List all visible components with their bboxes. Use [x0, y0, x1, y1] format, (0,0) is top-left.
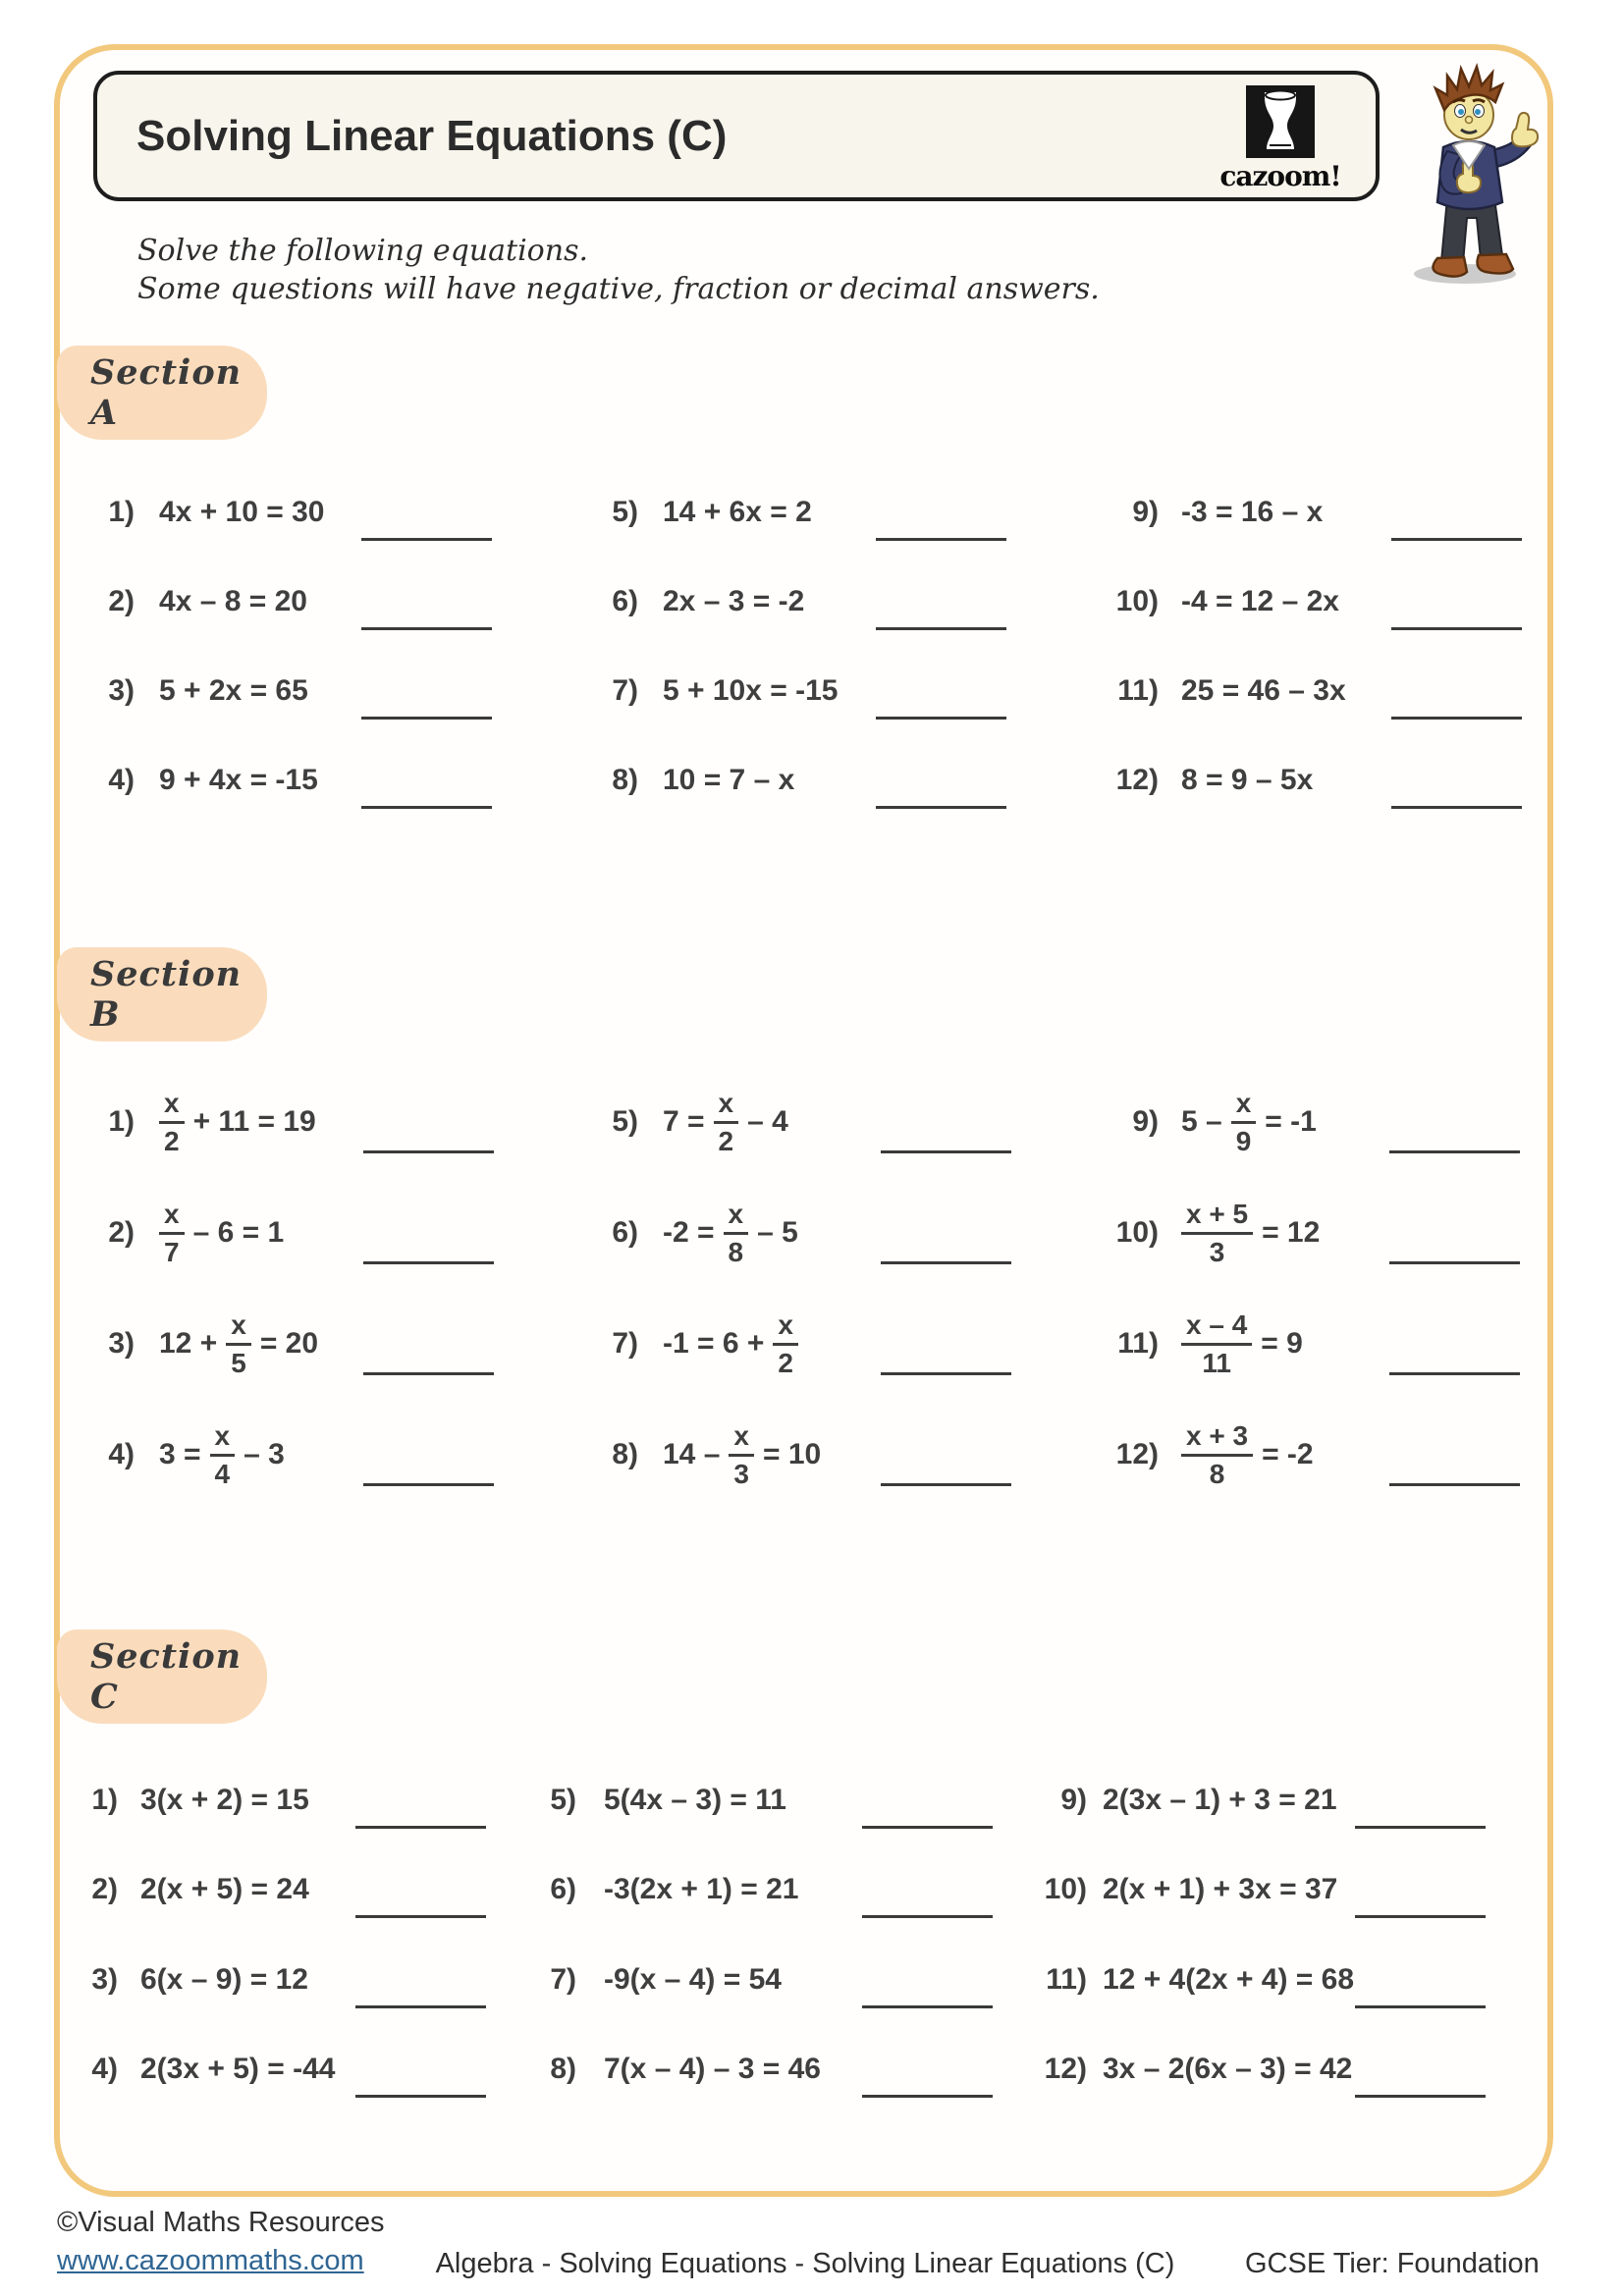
answer-blank[interactable] [361, 717, 492, 720]
question-number: 2) [108, 585, 135, 617]
equation [663, 1302, 798, 1386]
section-a-label [57, 346, 267, 440]
fraction-numerator: x [728, 1198, 744, 1229]
fraction [226, 1308, 251, 1378]
question-number: 10) [1115, 1216, 1159, 1249]
equation [604, 2053, 821, 2086]
question-number: 4) [108, 764, 135, 796]
worksheet-header [93, 71, 1380, 201]
question-number: 5) [550, 1784, 576, 1816]
equation-text: 10 = 7 – x [663, 764, 795, 796]
question-number: 8) [612, 1438, 638, 1470]
answer-blank[interactable] [862, 2005, 993, 2008]
equation-text: – 4 [747, 1105, 788, 1138]
fraction [729, 1419, 754, 1489]
equation-text: 3 = [159, 1438, 201, 1470]
fraction-numerator: x + 5 [1186, 1198, 1249, 1229]
answer-blank[interactable] [881, 1261, 1011, 1264]
question-number: 1) [108, 1105, 135, 1138]
answer-blank[interactable] [881, 1483, 1011, 1486]
equation-text: – 5 [757, 1216, 798, 1249]
equation-text: 2(3x – 1) + 3 = 21 [1103, 1784, 1337, 1816]
equation [159, 496, 325, 529]
question-number: 3) [91, 1963, 118, 1996]
equation-text: -3(2x + 1) = 21 [604, 1873, 799, 1905]
answer-blank[interactable] [1389, 1261, 1520, 1264]
question-number: 3) [108, 1327, 135, 1360]
question-number: 4) [108, 1438, 135, 1470]
fraction-numerator: x [231, 1308, 246, 1340]
fraction [210, 1419, 236, 1489]
equation-text: 3(x + 2) = 15 [140, 1784, 309, 1816]
question-number: 9) [1132, 1105, 1159, 1138]
equation-text: 5(4x – 3) = 11 [604, 1784, 786, 1816]
fraction-denominator: 8 [1209, 1458, 1225, 1489]
question-number: 12) [1044, 2053, 1087, 2085]
equation-text: -1 = 6 + [663, 1327, 765, 1360]
equation-text: = 10 [762, 1438, 822, 1470]
cazoom-logo-text: cazoom! [1219, 160, 1341, 192]
question-number: 6) [550, 1873, 576, 1905]
fraction-numerator: x [718, 1087, 734, 1118]
answer-blank[interactable] [1355, 2095, 1486, 2098]
equation [140, 1873, 309, 1906]
fraction-numerator: x – 4 [1186, 1308, 1248, 1340]
answer-blank[interactable] [1355, 1915, 1486, 1918]
question-number: 12) [1115, 764, 1159, 796]
equation-text: 9 + 4x = -15 [159, 764, 318, 796]
fraction-numerator: x [164, 1198, 180, 1229]
equation [140, 2053, 335, 2086]
equation-text: -9(x – 4) = 54 [604, 1963, 782, 1996]
question-number: 7) [612, 1327, 638, 1360]
equation [1181, 496, 1323, 529]
fraction-numerator: x [214, 1419, 231, 1451]
equation [159, 1080, 316, 1164]
equation-text: = 9 [1261, 1327, 1303, 1360]
equation-text: 2(3x + 5) = -44 [140, 2053, 336, 2085]
question-number: 3) [108, 674, 135, 707]
footer-tier-label: GCSE Tier: Foundation [1245, 2248, 1540, 2279]
equation [1181, 1413, 1314, 1497]
answer-blank[interactable] [862, 2095, 993, 2098]
fraction-denominator: 5 [231, 1347, 246, 1378]
equation [604, 1784, 786, 1817]
fraction-denominator: 9 [1235, 1125, 1252, 1156]
equation-text: = -2 [1262, 1438, 1314, 1470]
equation [159, 674, 308, 708]
equation [1103, 1963, 1354, 1997]
answer-blank[interactable] [1389, 1150, 1520, 1153]
equation-text: + 11 = 19 [192, 1105, 316, 1138]
question-number: 5) [612, 1105, 638, 1138]
answer-blank[interactable] [1355, 1826, 1486, 1829]
answer-blank[interactable] [361, 627, 492, 630]
equation [1181, 1302, 1303, 1386]
equation [1103, 2053, 1352, 2086]
answer-blank[interactable] [355, 1826, 486, 1829]
question-number: 10) [1044, 1873, 1087, 1905]
equation [1103, 1784, 1337, 1817]
fraction-denominator: 3 [1209, 1236, 1225, 1267]
equation-text: 5 + 2x = 65 [159, 674, 308, 707]
fraction-numerator: x [778, 1308, 793, 1340]
instruction-line-1: Solve the following equations. [137, 234, 588, 268]
answer-blank[interactable] [361, 806, 492, 809]
answer-blank[interactable] [363, 1372, 494, 1375]
equation-text: -4 = 12 – 2x [1181, 585, 1339, 617]
equation [159, 1413, 285, 1497]
equation [604, 1873, 798, 1906]
equation [159, 1302, 318, 1386]
fraction [1231, 1087, 1257, 1156]
answer-blank[interactable] [876, 806, 1006, 809]
equation-text: 2(x + 1) + 3x = 37 [1103, 1873, 1338, 1905]
fraction-denominator: 7 [164, 1236, 180, 1267]
equation [663, 496, 812, 529]
equation [1181, 1191, 1320, 1275]
section-label-text: Section A [90, 352, 243, 433]
instruction-line-2: Some questions will have negative, fraction or decimal answers. [137, 272, 1100, 306]
answer-blank[interactable] [1391, 717, 1522, 720]
section-b-label [57, 947, 267, 1041]
answer-blank[interactable] [355, 1915, 486, 1918]
equation-text: 5 + 10x = -15 [663, 674, 839, 707]
equation-text: 4x – 8 = 20 [159, 585, 307, 617]
answer-blank[interactable] [363, 1483, 494, 1486]
equation [140, 1963, 308, 1997]
answer-blank[interactable] [881, 1372, 1011, 1375]
answer-blank[interactable] [1355, 2005, 1486, 2008]
equation-text: 12 + 4(2x + 4) = 68 [1103, 1963, 1355, 1996]
fraction-numerator: x + 3 [1186, 1419, 1249, 1451]
equation [663, 674, 838, 708]
answer-blank[interactable] [355, 2005, 486, 2008]
equation-text: 3x – 2(6x – 3) = 42 [1103, 2053, 1353, 2085]
equation [159, 1191, 284, 1275]
question-number: 2) [108, 1216, 135, 1249]
answer-blank[interactable] [876, 538, 1006, 541]
question-number: 6) [612, 1216, 638, 1249]
fraction [159, 1087, 185, 1156]
equation-text: = 12 [1262, 1216, 1321, 1249]
cazoom-logo [1219, 84, 1341, 192]
footer-copyright: ©Visual Maths Resources [57, 2207, 385, 2238]
equation [1181, 764, 1313, 797]
question-number: 12) [1115, 1438, 1159, 1470]
equation-text: 12 + [159, 1327, 218, 1360]
fraction [1181, 1308, 1252, 1378]
answer-blank[interactable] [1391, 627, 1522, 630]
equation-text: -3 = 16 – x [1181, 496, 1324, 528]
equation-text: 2x – 3 = -2 [663, 585, 805, 617]
answer-blank[interactable] [862, 1826, 993, 1829]
equation [159, 585, 307, 618]
question-number: 2) [91, 1873, 118, 1905]
answer-blank[interactable] [361, 538, 492, 541]
equation [663, 764, 794, 797]
equation-text: -2 = [663, 1216, 715, 1249]
equation-text: 5 – [1181, 1105, 1222, 1138]
equation [140, 1784, 309, 1817]
fraction-denominator: 8 [728, 1236, 744, 1267]
answer-blank[interactable] [876, 717, 1006, 720]
equation [1103, 1873, 1337, 1906]
fraction [773, 1308, 798, 1378]
fraction-denominator: 11 [1202, 1347, 1231, 1378]
equation [663, 1080, 788, 1164]
fraction-denominator: 2 [164, 1125, 180, 1156]
equation [1181, 585, 1339, 618]
fraction-denominator: 3 [733, 1458, 749, 1489]
cazoom-goblet-icon [1245, 84, 1316, 164]
equation [159, 764, 318, 797]
question-number: 1) [108, 496, 135, 528]
section-label-text: Section C [90, 1636, 243, 1717]
answer-blank[interactable] [881, 1150, 1011, 1153]
fraction-numerator: x [164, 1087, 180, 1118]
equation [1181, 674, 1346, 708]
fraction-denominator: 2 [778, 1347, 793, 1378]
question-number: 9) [1132, 496, 1159, 528]
page-title: Solving Linear Equations (C) [136, 111, 728, 160]
question-number: 7) [550, 1963, 576, 1996]
question-number: 10) [1115, 585, 1159, 617]
answer-blank[interactable] [862, 1915, 993, 1918]
question-number: 11) [1046, 1963, 1087, 1996]
question-number: 7) [612, 674, 638, 707]
answer-blank[interactable] [355, 2095, 486, 2098]
equation-text: 14 + 6x = 2 [663, 496, 812, 528]
fraction [714, 1087, 739, 1156]
footer-website-link[interactable]: www.cazoommaths.com [57, 2245, 364, 2276]
equation [663, 1413, 821, 1497]
equation [663, 1191, 798, 1275]
question-number: 5) [612, 496, 638, 528]
question-number: 11) [1117, 674, 1159, 707]
boy-mascot-illustration [1398, 59, 1545, 294]
equation-text: 8 = 9 – 5x [1181, 764, 1314, 796]
answer-blank[interactable] [363, 1261, 494, 1264]
equation [1181, 1080, 1317, 1164]
answer-blank[interactable] [1389, 1372, 1520, 1375]
fraction-denominator: 2 [718, 1125, 734, 1156]
footer-breadcrumb: Algebra - Solving Equations - Solving Linear Equations (C) [435, 2248, 1175, 2279]
fraction [1181, 1419, 1253, 1489]
answer-blank[interactable] [1389, 1483, 1520, 1486]
fraction [724, 1198, 749, 1267]
question-number: 6) [612, 585, 638, 617]
fraction-numerator: x [733, 1419, 749, 1451]
answer-blank[interactable] [1391, 806, 1522, 809]
section-label-text: Section B [90, 954, 243, 1035]
equation-text: – 3 [244, 1438, 285, 1470]
section-c-label [57, 1629, 267, 1724]
answer-blank[interactable] [1391, 538, 1522, 541]
equation-text: 7(x – 4) – 3 = 46 [604, 2053, 821, 2085]
equation-text: 6(x – 9) = 12 [140, 1963, 308, 1996]
equation-text: – 6 = 1 [192, 1216, 285, 1249]
equation [604, 1963, 782, 1997]
question-number: 8) [612, 764, 638, 796]
question-number: 4) [91, 2053, 118, 2085]
equation-text: 4x + 10 = 30 [159, 496, 325, 528]
equation-text: 14 – [663, 1438, 721, 1470]
fraction [1181, 1198, 1253, 1267]
answer-blank[interactable] [363, 1150, 494, 1153]
fraction-numerator: x [1235, 1087, 1252, 1118]
equation-text: 25 = 46 – 3x [1181, 674, 1346, 707]
equation-text: = 20 [259, 1327, 319, 1360]
question-number: 9) [1060, 1784, 1087, 1816]
question-number: 11) [1117, 1327, 1159, 1360]
equation-text: 2(x + 5) = 24 [140, 1873, 309, 1905]
equation [663, 585, 804, 618]
fraction-denominator: 4 [214, 1458, 231, 1489]
answer-blank[interactable] [876, 627, 1006, 630]
fraction [159, 1198, 185, 1267]
equation-text: 7 = [663, 1105, 705, 1138]
equation-text: = -1 [1265, 1105, 1317, 1138]
question-number: 1) [91, 1784, 118, 1816]
question-number: 8) [550, 2053, 576, 2085]
